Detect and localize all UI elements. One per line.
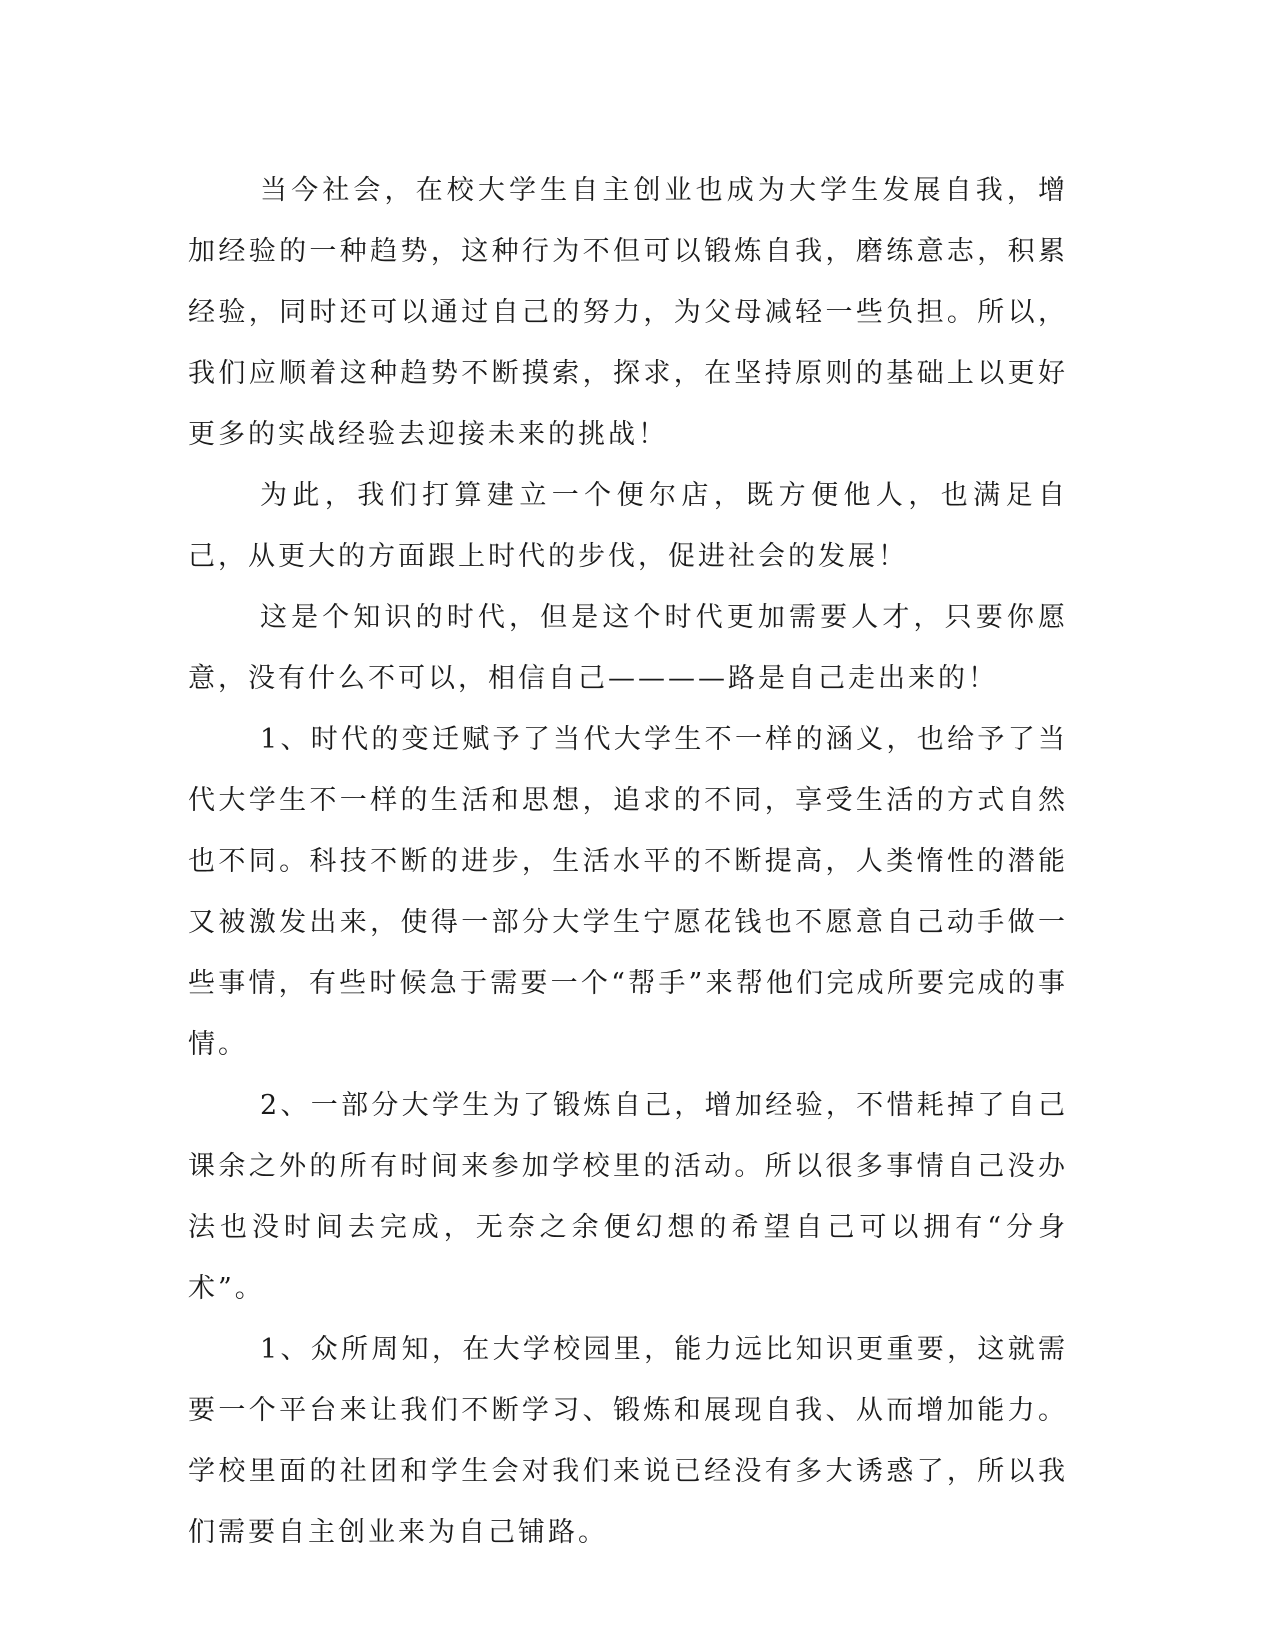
paragraph-store-plan: 为此，我们打算建立一个便尔店，既方便他人，也满足自己，从更大的方面跟上时代的步伐，促进社会的发展！ <box>188 480 1068 572</box>
document-body <box>188 160 1068 1563</box>
paragraph-point-1-changing-times: 1、时代的变迁赋予了当代大学生不一样的涵义，也给予了当代大学生不一样的生活和思想，追求的不同，享受生活的方式自然也不同。科技不断的进步，生活水平的不断提高，人类惰性的潜能又被激发出来，使得一部分大学生宁愿花钱也不愿意自己动手做一些事情，有些时候急于需要一个“帮手”来帮他们完成所要完成的事情。 <box>188 724 1068 1060</box>
paragraph-point-2-busy-students: 2、一部分大学生为了锻炼自己，增加经验，不惜耗掉了自己课余之外的所有时间来参加学校里的活动。所以很多事情自己没办法也没时间去完成，无奈之余便幻想的希望自己可以拥有“分身术”。 <box>188 1090 1068 1304</box>
paragraph-point-1-ability: 1、众所周知，在大学校园里，能力远比知识更重要，这就需要一个平台来让我们不断学习、锻炼和展现自我、从而增加能力。学校里面的社团和学生会对我们来说已经没有多大诱惑了，所以我们需要自主创业来为自己铺路。 <box>188 1334 1068 1548</box>
paragraph-era-of-knowledge: 这是个知识的时代，但是这个时代更加需要人才，只要你愿意，没有什么不可以，相信自己————路是自己走出来的！ <box>188 602 1068 694</box>
paragraph-intro: 当今社会，在校大学生自主创业也成为大学生发展自我，增加经验的一种趋势，这种行为不但可以锻炼自我，磨练意志，积累经验，同时还可以通过自己的努力，为父母减轻一些负担。所以，我们应顺着这种趋势不断摸索，探求，在坚持原则的基础上以更好更多的实战经验去迎接未来的挑战！ <box>188 175 1068 450</box>
